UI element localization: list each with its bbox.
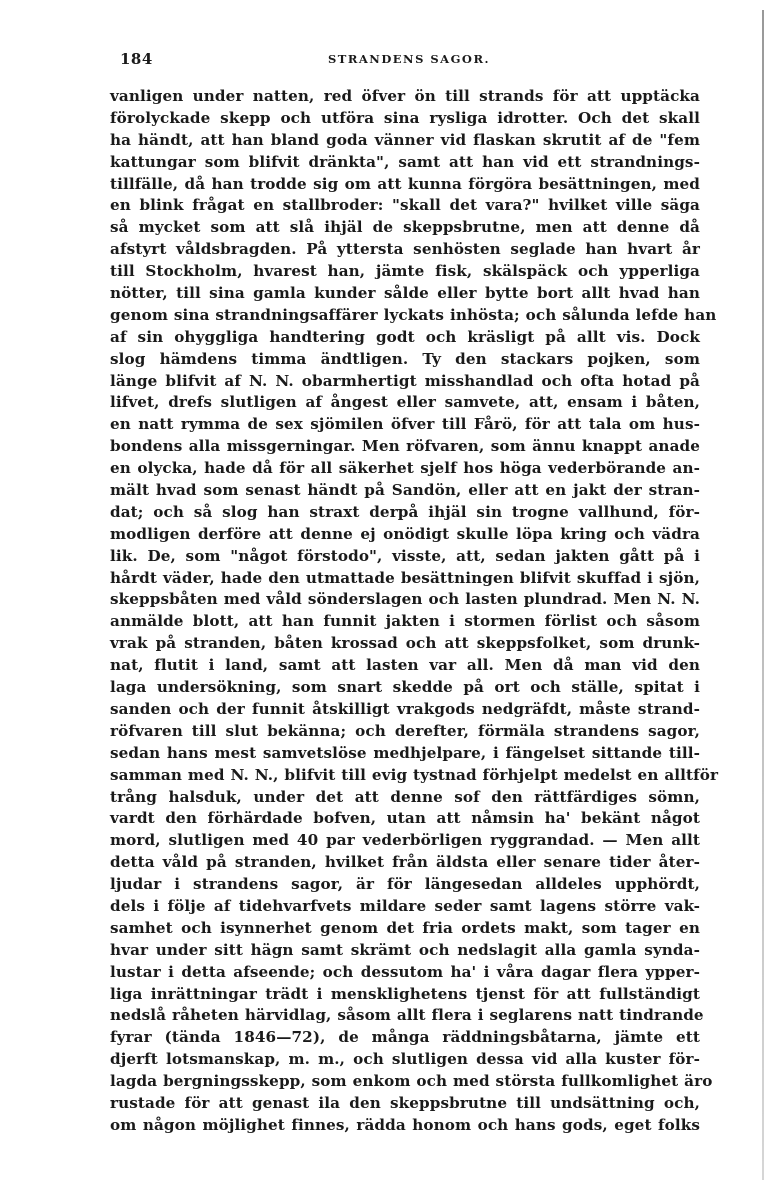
text-line: afstyrt våldsbragden. På yttersta senhösten seglade han hvart år — [110, 240, 700, 259]
text-line: nedslå råheten härvidlag, såsom allt flera i seglarens natt tindrande — [110, 1006, 704, 1025]
text-line: fyrar (tända 1846—72), de många räddningsbåtarna, jämte ett — [110, 1028, 700, 1047]
text-line: en olycka, hade då för all säkerhet sjelf hos höga vederbörande an- — [110, 459, 700, 478]
text-line: en natt rymma de sex sjömilen öfver till Fårö, för att tala om hus- — [110, 415, 700, 434]
text-line: kattungar som blifvit dränkta", samt att han vid ett strandnings- — [110, 152, 700, 171]
page-edge-shadow — [762, 10, 764, 1180]
text-line: liga inrättningar trädt i mensklighetens tjenst för att fullständigt — [110, 984, 700, 1003]
text-line: mord, slutligen med 40 par vederbörligen ryggrandad. — Men allt — [110, 831, 700, 850]
text-line: dat; och så slog han straxt derpå ihjäl sin trogne vallhund, för- — [110, 502, 700, 521]
text-line: ha händt, att han bland goda vänner vid flaskan skrutit af de "fem — [110, 130, 700, 149]
text-line: vrak på stranden, båten krossad och att skeppsfolket, som drunk- — [110, 634, 700, 653]
text-line: anmälde blott, att han funnit jakten i stormen förlist och såsom — [110, 612, 700, 631]
text-line: lagda bergningsskepp, som enkom och med största fullkomlighet äro — [110, 1072, 713, 1091]
text-line: rustade för att genast ila den skeppsbrutne till undsättning och, — [110, 1093, 700, 1112]
text-line: lik. De, som "något förstodo", visste, att, sedan jakten gått på i — [110, 546, 700, 565]
text-line: detta våld på stranden, hvilket från äldsta eller senare tider åter- — [110, 853, 700, 872]
body-text — [110, 86, 719, 1137]
text-line: samhet och isynnerhet genom det fria ordets makt, som tager en — [110, 918, 700, 937]
text-line: modligen derföre att denne ej onödigt skulle löpa kring och vädra — [110, 524, 700, 543]
running-head: STRANDENS SAGOR. — [327, 52, 491, 66]
text-line: lifvet, drefs slutligen af ångest eller samvete, att, ensam i båten, — [110, 393, 700, 412]
text-line: mält hvad som senast händt på Sandön, eller att en jakt der stran- — [110, 481, 700, 500]
text-line: hårdt väder, hade den utmattade besättningen blifvit skuffad i sjön, — [110, 568, 700, 587]
page-number: 184 — [120, 50, 153, 68]
text-line: djerft lotsmanskap, m. m., och slutligen dessa vid alla kuster för- — [110, 1050, 700, 1069]
text-line: genom sina strandningsaffärer lyckats inhösta; och sålunda lefde han — [110, 305, 717, 324]
text-line: en blink frågat en stallbroder: "skall det vara?" hvilket ville säga — [110, 196, 700, 215]
page-header — [120, 50, 698, 72]
text-line: länge blifvit af N. N. obarmhertigt misshandlad och ofta hotad på — [110, 371, 700, 390]
text-line: förolyckade skepp och utföra sina rysliga idrotter. Och det skall — [110, 108, 700, 127]
text-line: trång halsduk, under det att denne sof den rättfärdiges sömn, — [110, 787, 700, 806]
text-line: af sin ohyggliga handtering godt och kräsligt på allt vis. Dock — [110, 327, 700, 346]
text-line: sanden och der funnit åtskilligt vrakgods nedgräfdt, måste strand- — [110, 699, 700, 718]
text-line: röfvaren till slut bekänna; och derefter, förmäla strandens sagor, — [110, 721, 700, 740]
text-line: tillfälle, då han trodde sig om att kunna förgöra besättningen, med — [110, 174, 700, 193]
text-line: vanligen under natten, red öfver ön till strands för att upptäcka — [110, 87, 700, 105]
text-line: skeppsbåten med våld sönderslagen och lasten plundrad. Men N. N. — [110, 590, 700, 609]
text-line: bondens alla missgerningar. Men röfvaren, som ännu knappt anade — [110, 437, 700, 456]
text-line: lustar i detta afseende; och dessutom ha' i våra dagar flera ypper- — [110, 962, 700, 981]
text-line: slog hämdens timma ändtligen. Ty den stackars pojken, som — [110, 349, 700, 368]
text-line: samman med N. N., blifvit till evig tystnad förhjelpt medelst en alltför — [110, 765, 719, 784]
text-line: till Stockholm, hvarest han, jämte fisk, skälspäck och ypperliga — [110, 262, 700, 281]
text-line: så mycket som att slå ihjäl de skeppsbrutne, men att denne då — [110, 218, 700, 237]
text-line: om någon möjlighet finnes, rädda honom och hans gods, eget folks — [110, 1115, 700, 1134]
text-line: hvar under sitt hägn samt skrämt och nedslagit alla gamla synda- — [110, 940, 700, 959]
text-line: sedan hans mest samvetslöse medhjelpare, i fängelset sittande till- — [110, 743, 700, 762]
text-line: nötter, till sina gamla kunder sålde eller bytte bort allt hvad han — [110, 284, 700, 303]
text-line: dels i följe af tidehvarfvets mildare seder samt lagens större vak- — [110, 896, 700, 915]
text-line: ljudar i strandens sagor, är för längesedan alldeles upphördt, — [110, 875, 700, 894]
text-line: nat, flutit i land, samt att lasten var all. Men då man vid den — [110, 656, 700, 675]
text-line: vardt den förhärdade bofven, utan att nåmsin ha' bekänt något — [110, 809, 700, 828]
text-line: laga undersökning, som snart skedde på ort och ställe, spitat i — [110, 678, 700, 697]
